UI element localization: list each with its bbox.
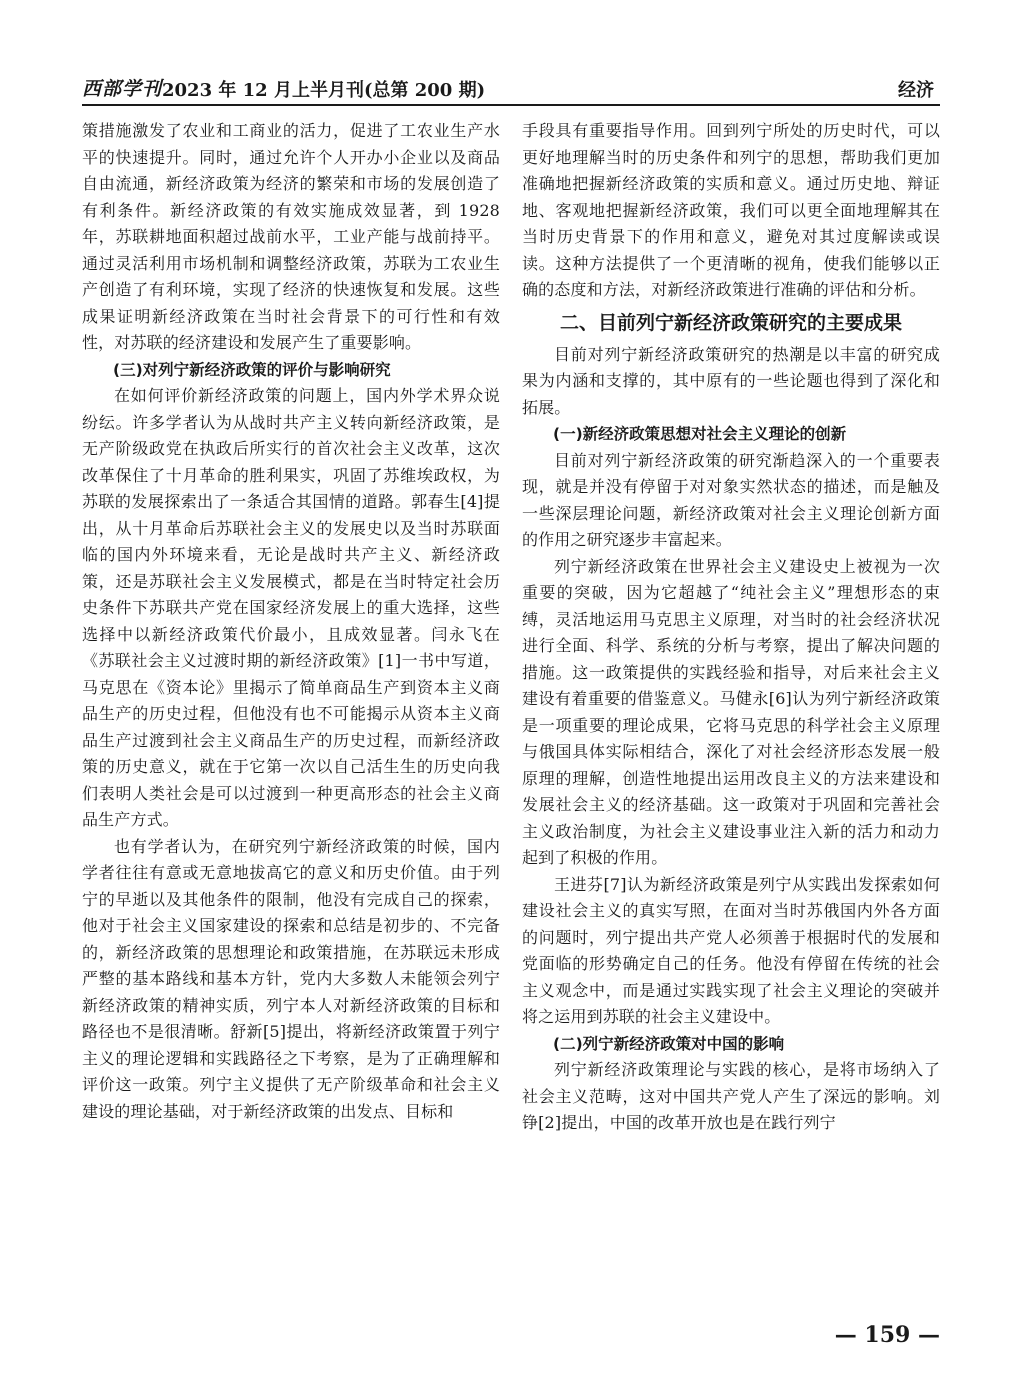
right-column bbox=[522, 118, 940, 1137]
issue-info: 2023 年 12 月上半月刊(总第 200 期) bbox=[162, 80, 486, 101]
section-label: 经济 bbox=[898, 80, 934, 101]
subsection-heading: (一)新经济政策思想对社会主义理论的创新 bbox=[553, 425, 847, 443]
paragraph: 列宁新经济政策理论与实践的核心，是将市场纳入了社会主义范畴，这对中国共产党人产生了深远的影响。刘铮[2]提出，中国的改革开放也是在践行列宁 bbox=[522, 1060, 940, 1132]
paragraph: 目前对列宁新经济政策研究的热潮是以丰富的研究成果为内涵和支撑的，其中原有的一些论题也得到了深化和拓展。 bbox=[522, 344, 940, 417]
section-heading: 二、目前列宁新经济政策研究的主要成果 bbox=[559, 311, 902, 334]
paragraph: 王进芬[7]认为新经济政策是列宁从实践出发探索如何建设社会主义的真实写照，在面对当时苏俄国内外各方面的问题时，列宁提出共产党人必须善于根据时代的发展和党面临的形势确定自己的任务。他没有停留在传统的社会主义观念中，而是通过实践实现了社会主义理论的突破并将之运用到苏联的社会主义建设中。 bbox=[522, 874, 940, 1026]
left-column bbox=[82, 118, 500, 1125]
paragraph: 策措施激发了农业和工商业的活力，促进了工农业生产水平的快速提升。同时，通过允许个人开办小企业以及商品自由流通，新经济政策为经济的繁荣和市场的发展创造了有利条件。新经济政策的有效实施成效显著，到 1928 年，苏联耕地面积超过战前水平，工业产能与战前持平。通过灵活利用市场机制和调整经济政策，苏联为工农业生产创造了有利环境，实现了经济的快速恢复和发展。这些成果证明新经济政策在当时社会背景下的可行性和有效性，对苏联的经济建设和发展产生了重要影响。 bbox=[82, 121, 500, 352]
paragraph: 列宁新经济政策在世界社会主义建设史上被视为一次重要的突破，因为它超越了“纯社会主义”理想形态的束缚，灵活地运用马克思主义原理，对当时的社会经济状况进行全面、科学、系统的分析与考察，提出了解决问题的措施。这一政策提供的实践经验和指导，对后来社会主义建设有着重要的借鉴意义。马健永[6]认为列宁新经济政策是一项重要的理论成果，它将马克思的科学社会主义原理与俄国具体实际相结合，深化了对社会经济形态发展一般原理的理解，创造性地提出运用改良主义的方法来建设和发展社会主义的经济基础。这一政策对于巩固和完善社会主义政治制度，为社会主义建设事业注入新的活力和动力起到了积极的作用。 bbox=[522, 556, 940, 867]
paragraph: 目前对列宁新经济政策的研究渐趋深入的一个重要表现，就是并没有停留于对对象实然状态的描述，而是触及一些深层理论问题，新经济政策对社会主义理论创新方面的作用之研究逐步丰富起来。 bbox=[522, 450, 940, 549]
paragraph: 手段具有重要指导作用。回到列宁所处的历史时代，可以更好地理解当时的历史条件和列宁的思想，帮助我们更加准确地把握新经济政策的实质和意义。通过历史地、辩证地、客观地把握新经济政策，我们可以更全面地理解其在当时历史背景下的作用和意义，避免对其过度解读或误读。这种方法提供了一个更清晰的视角，使我们能够以正确的态度和方法，对新经济政策进行准确的评估和分析。 bbox=[522, 121, 940, 299]
page-number: — 159 — bbox=[834, 1322, 940, 1348]
running-header bbox=[82, 68, 940, 106]
paragraph: 也有学者认为，在研究列宁新经济政策的时候，国内学者往往有意或无意地拔高它的意义和历史价值。由于列宁的早逝以及其他条件的限制，他没有完成自己的探索，他对于社会主义国家建设的探索和总结是初步的、不完备的，新经济政策的思想理论和政策措施，在苏联远未形成严整的基本路线和基本方针，党内大多数人未能领会列宁新经济政策的精神实质，列宁本人对新经济政策的目标和路径也不是很清晰。舒新[5]提出，将新经济政策置于列宁主义的理论逻辑和实践路径之下考察，是为了正确理解和评价这一政策。列宁主义提供了无产阶级革命和社会主义建设的理论基础，对于新经济政策的出发点、目标和 bbox=[82, 836, 500, 1121]
journal-logo: 西部学刊 bbox=[82, 78, 163, 100]
subsection-heading: (三)对列宁新经济政策的评价与影响研究 bbox=[113, 360, 391, 379]
subsection-heading: (二)列宁新经济政策对中国的影响 bbox=[553, 1034, 785, 1053]
paragraph: 在如何评价新经济政策的问题上，国内外学术界众说纷纭。许多学者认为从战时共产主义转向新经济政策，是无产阶级政党在执政后所实行的首次社会主义改革，这次改革保住了十月革命的胜利果实，巩固了苏维埃政权，为苏联的发展探索出了一条适合其国情的道路。郭春生[4]提出，从十月革命后苏联社会主义的发展史以及当时苏联面临的国内外环境来看，无论是战时共产主义、新经济政策，还是苏联社会主义发展模式，都是在当时特定社会历史条件下苏联共产党在国家经济发展上的重大选择，这些选择中以新经济政策代价最小，且成效显著。闫永飞在《苏联社会主义过渡时期的新经济政策》[1]一书中写道，马克思在《资本论》里揭示了简单商品生产到资本主义商品生产的历史过程，但他没有也不可能揭示从资本主义商品生产过渡到社会主义商品生产的历史过程，而新经济政策的历史意义，就在于它第一次以自己活生生的历史向我们表明人类社会是可以过渡到一种更高形态的社会主义商品生产方式。 bbox=[82, 386, 500, 829]
